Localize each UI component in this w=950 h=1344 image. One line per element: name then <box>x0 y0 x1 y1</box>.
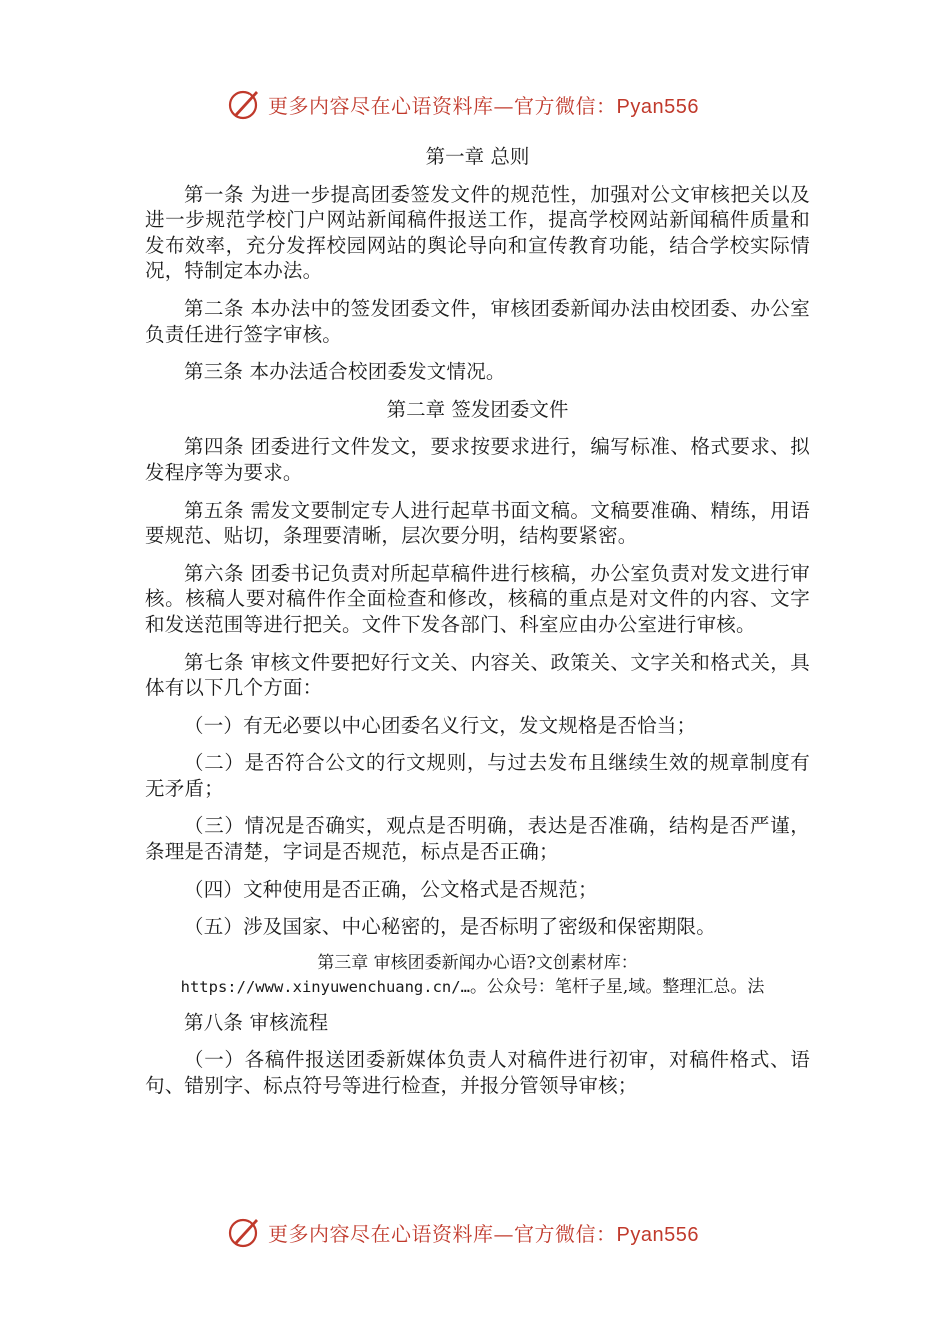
article-paragraph: 第一条 为进一步提高团委签发文件的规范性，加强对公文审核把关以及进一步规范学校门户网站新闻稿件报送工作，提高学校网站新闻稿件质量和发布效率，充分发挥校园网站的舆论导向和宣传教育功能，结合学校实际情况，特制定本办法。 <box>145 182 810 283</box>
chapter-heading: 第一章 总则 <box>425 145 530 168</box>
watermark-text: 更多内容尽在心语资料库—官方微信：Pyan556 <box>268 93 699 118</box>
chapter-heading: 第三章 审核团委新闻办心语?文创素材库： <box>317 952 638 973</box>
list-item: （一）各稿件报送团委新媒体负责人对稿件进行初审，对稿件格式、语句、错别字、标点符号等进行检查，并报分管领导审核； <box>145 1048 810 1098</box>
watermark-header <box>228 84 748 124</box>
source-line <box>135 976 810 998</box>
list-item: （五）涉及国家、中心秘密的，是否标明了密级和保密期限。 <box>184 915 716 939</box>
article-paragraph: 第四条 团委进行文件发文，要求按要求进行，编写标准、格式要求、拟发程序等为要求。 <box>145 435 810 484</box>
article-paragraph: 第八条 审核流程 <box>184 1010 329 1034</box>
quill-logo-icon <box>228 1215 262 1249</box>
article-paragraph: 第三条 本办法适合校团委发文情况。 <box>184 360 506 384</box>
source-url[interactable]: https://www.xinyuwenchuang.cn/… <box>180 977 470 996</box>
document-body <box>145 140 810 1111</box>
list-item: （三）情况是否确实，观点是否明确，表达是否准确，结构是否严谨，条理是否清楚，字词是否规范，标点是否正确； <box>145 814 810 864</box>
list-item: （四）文种使用是否正确，公文格式是否规范； <box>184 877 598 901</box>
source-note: 。公众号：笔杆子星,域。整理汇总。法 <box>469 976 765 997</box>
watermark-text: 更多内容尽在心语资料库—官方微信：Pyan556 <box>268 1221 699 1246</box>
watermark-footer <box>228 1212 748 1252</box>
article-paragraph: 第七条 审核文件要把好行文关、内容关、政策关、文字关和格式关，具体有以下几个方面： <box>145 650 810 700</box>
article-paragraph: 第二条 本办法中的签发团委文件，审核团委新闻办法由校团委、办公室负责任进行签字审核。 <box>145 296 810 346</box>
chapter-heading: 第二章 签发团委文件 <box>386 397 569 421</box>
article-paragraph: 第六条 团委书记负责对所起草稿件进行核稿，办公室负责对发文进行审核。核稿人要对稿件作全面检查和修改，核稿的重点是对文件的内容、文字和发送范围等进行把关。文件下发各部门、科室应由办公室进行审核。 <box>145 561 810 636</box>
wechat-id: Pyan556 <box>616 1223 699 1246</box>
list-item: （二）是否符合公文的行文规则，与过去发布且继续生效的规章制度有无矛盾； <box>145 751 810 800</box>
article-paragraph: 第五条 需发文要制定专人进行起草书面文稿。文稿要准确、精练，用语要规范、贴切，条理要清晰，层次要分明，结构要紧密。 <box>145 498 810 548</box>
quill-logo-icon <box>228 87 262 121</box>
list-item: （一）有无必要以中心团委名义行文，发文规格是否恰当； <box>184 713 697 737</box>
wechat-id: Pyan556 <box>616 95 699 118</box>
